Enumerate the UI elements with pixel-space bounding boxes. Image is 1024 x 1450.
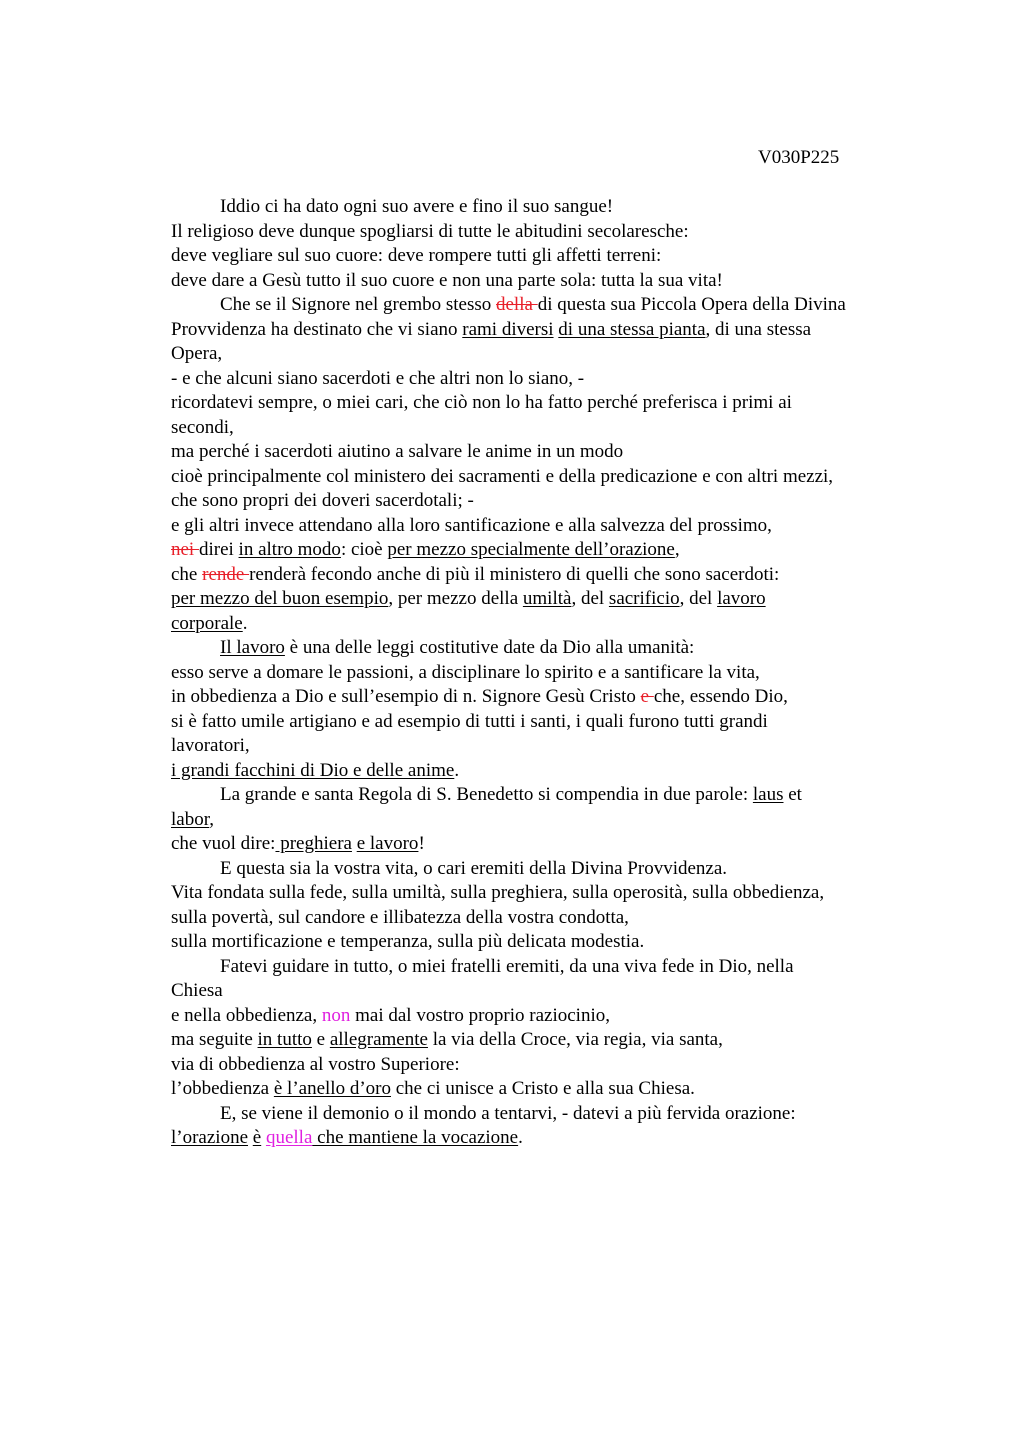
text-segment: deve dare a Gesù tutto il suo cuore e non una parte sola: tutta la sua vita! bbox=[171, 269, 723, 291]
text-segment: . bbox=[518, 1127, 523, 1148]
text-segment: in obbedienza a Dio e sull’esempio di n. Signore Gesù Cristo bbox=[171, 686, 641, 707]
struck-text: rende bbox=[202, 563, 250, 585]
text-segment: che vuol dire: bbox=[171, 833, 276, 854]
text-segment: E questa sia la vostra vita, o cari eremiti della Divina Provvidenza. bbox=[220, 857, 728, 879]
underlined-text: in tutto bbox=[257, 1029, 312, 1050]
text-segment: e nella obbedienza, bbox=[171, 1004, 322, 1026]
text-line bbox=[171, 612, 911, 637]
highlighted-text: quella bbox=[265, 1127, 313, 1148]
struck-text: nei bbox=[171, 539, 199, 560]
underlined-text: per mezzo specialmente dell’orazione bbox=[387, 539, 675, 560]
underlined-text: umiltà bbox=[522, 588, 572, 609]
text-segment: che ci unisce a Cristo e alla sua Chiesa. bbox=[391, 1078, 695, 1099]
text-segment: secondi, bbox=[171, 416, 234, 438]
text-line bbox=[171, 269, 911, 294]
text-segment: Chiesa bbox=[171, 980, 223, 1001]
text-segment: direi bbox=[198, 539, 239, 560]
text-segment: - e che alcuni siano sacerdoti e che altri non lo siano, - bbox=[171, 367, 585, 389]
text-segment: esso serve a domare le passioni, a disciplinare lo spirito e a santificare la vita, bbox=[171, 661, 760, 683]
text-line bbox=[171, 440, 911, 465]
text-segment: ricordatevi sempre, o miei cari, che ciò non lo ha fatto perché preferisca i primi ai bbox=[171, 392, 792, 413]
text-line bbox=[171, 734, 911, 759]
underlined-text: per mezzo del buon esempio bbox=[171, 588, 389, 609]
text-line bbox=[171, 783, 911, 808]
underlined-text: i grandi facchini di Dio e delle anime bbox=[171, 759, 455, 781]
text-segment: Il religioso deve dunque spogliarsi di tutte le abitudini secolaresche: bbox=[171, 220, 689, 242]
text-segment: Opera, bbox=[171, 343, 223, 364]
struck-text: e bbox=[640, 686, 654, 707]
underlined-text: che mantiene la vocazione bbox=[312, 1127, 519, 1148]
page-id: V030P225 bbox=[758, 147, 840, 168]
text-line bbox=[171, 930, 911, 955]
text-segment: , di una stessa bbox=[705, 318, 812, 340]
text-line bbox=[171, 906, 911, 931]
text-line bbox=[171, 391, 911, 416]
text-segment: : cioè bbox=[340, 539, 388, 560]
text-line bbox=[171, 1077, 911, 1102]
underlined-text: lavoro bbox=[717, 588, 766, 609]
text-line bbox=[171, 808, 911, 833]
text-line bbox=[171, 293, 911, 318]
text-line bbox=[171, 832, 911, 857]
text-line bbox=[171, 244, 911, 269]
underlined-text: rami diversi bbox=[462, 318, 554, 340]
text-segment: e bbox=[311, 1029, 330, 1050]
text-segment: ! bbox=[418, 833, 425, 854]
text-segment: et bbox=[783, 784, 802, 805]
text-segment: renderà fecondo anche di più il ministero di quelli che sono sacerdoti: bbox=[249, 563, 780, 585]
text-segment: sulla povertà, sul candore e illibatezza della vostra condotta, bbox=[171, 906, 629, 928]
text-segment: che sono propri dei doveri sacerdotali; - bbox=[171, 490, 474, 511]
text-segment: Che se il Signore nel grembo stesso bbox=[220, 294, 496, 315]
text-line bbox=[171, 195, 911, 220]
highlighted-text: non bbox=[321, 1004, 351, 1026]
text-segment: è una delle leggi costitutive date da Dio alla umanità: bbox=[284, 637, 695, 658]
underlined-text: sacrificio bbox=[608, 588, 680, 609]
text-line bbox=[171, 465, 911, 490]
text-line bbox=[171, 318, 911, 343]
text-line bbox=[171, 1053, 911, 1078]
text-line bbox=[171, 1004, 911, 1029]
text-line bbox=[171, 489, 911, 514]
text-segment: mai dal vostro proprio raziocinio, bbox=[350, 1004, 610, 1026]
underlined-text: Il lavoro bbox=[220, 637, 285, 658]
underlined-text: è bbox=[252, 1127, 262, 1148]
underlined-text: di una stessa pianta bbox=[558, 318, 706, 340]
text-segment: Iddio ci ha dato ogni suo avere e fino il suo sangue! bbox=[220, 196, 614, 217]
text-segment: e gli altri invece attendano alla loro santificazione e alla salvezza del prossimo, bbox=[171, 514, 772, 536]
struck-text: della bbox=[496, 294, 538, 315]
text-line bbox=[171, 416, 911, 441]
text-segment: , del bbox=[571, 588, 609, 609]
text-line bbox=[171, 1102, 911, 1127]
underlined-text: in altro modo bbox=[238, 539, 341, 560]
text-segment: la via della Croce, via regia, via santa, bbox=[427, 1029, 723, 1050]
text-segment: , bbox=[209, 808, 215, 830]
text-segment: lavoratori, bbox=[171, 735, 250, 756]
text-line bbox=[171, 342, 911, 367]
underlined-text: è l’anello d’oro bbox=[273, 1078, 391, 1099]
text-line bbox=[171, 1126, 911, 1151]
text-segment: Vita fondata sulla fede, sulla umiltà, sulla preghiera, sulla operosità, sulla obbedienza, bbox=[171, 882, 825, 903]
underlined-text: preghiera bbox=[275, 833, 352, 854]
underlined-text: corporale bbox=[171, 612, 243, 634]
text-segment: che, essendo Dio, bbox=[653, 686, 788, 707]
text-line bbox=[171, 685, 911, 710]
text-line bbox=[171, 220, 911, 245]
underlined-text: e lavoro bbox=[356, 833, 419, 854]
text-segment: cioè principalmente col ministero dei sacramenti e della predicazione e con altri mezzi, bbox=[171, 465, 834, 487]
text-line bbox=[171, 710, 911, 735]
text-segment: si è fatto umile artigiano e ad esempio di tutti i santi, i quali furono tutti grandi bbox=[171, 710, 768, 732]
text-line bbox=[171, 587, 911, 612]
text-line bbox=[171, 979, 911, 1004]
underlined-text: l’orazione bbox=[171, 1127, 249, 1148]
text-line bbox=[171, 857, 911, 882]
text-line bbox=[171, 1028, 911, 1053]
text-line bbox=[171, 881, 911, 906]
text-line bbox=[171, 661, 911, 686]
text-segment: ma seguite bbox=[171, 1029, 258, 1050]
text-segment: che bbox=[171, 563, 203, 585]
document-body bbox=[171, 195, 911, 1151]
text-line bbox=[171, 563, 911, 588]
text-segment: , bbox=[674, 539, 680, 560]
text-line bbox=[171, 367, 911, 392]
text-segment: l’obbedienza bbox=[171, 1078, 274, 1099]
text-segment: . bbox=[242, 612, 248, 634]
text-line bbox=[171, 955, 911, 980]
text-line bbox=[171, 636, 911, 661]
text-line bbox=[171, 538, 911, 563]
text-segment: E, se viene il demonio o il mondo a tentarvi, - datevi a più fervida orazione: bbox=[220, 1102, 796, 1124]
underlined-text: allegramente bbox=[329, 1029, 428, 1050]
text-segment: deve vegliare sul suo cuore: deve rompere tutti gli affetti terreni: bbox=[171, 245, 662, 266]
text-segment: sulla mortificazione e temperanza, sulla più delicata modestia. bbox=[171, 931, 645, 952]
text-segment: La grande e santa Regola di S. Benedetto si compendia in due parole: bbox=[220, 784, 753, 805]
text-segment: ma perché i sacerdoti aiutino a salvare le anime in un modo bbox=[171, 441, 624, 462]
text-segment: Provvidenza ha destinato che vi siano bbox=[171, 318, 463, 340]
text-segment: , del bbox=[679, 588, 718, 609]
underlined-text: laus bbox=[752, 784, 784, 805]
text-segment: Fatevi guidare in tutto, o miei fratelli eremiti, da una viva fede in Dio, nella bbox=[220, 955, 794, 977]
text-line bbox=[171, 759, 911, 784]
text-segment: via di obbedienza al vostro Superiore: bbox=[171, 1053, 460, 1075]
underlined-text: labor bbox=[171, 808, 210, 830]
text-line bbox=[171, 514, 911, 539]
text-segment: , per mezzo della bbox=[388, 588, 523, 609]
text-segment: di questa sua Piccola Opera della Divina bbox=[537, 294, 846, 315]
text-segment: . bbox=[454, 759, 460, 781]
